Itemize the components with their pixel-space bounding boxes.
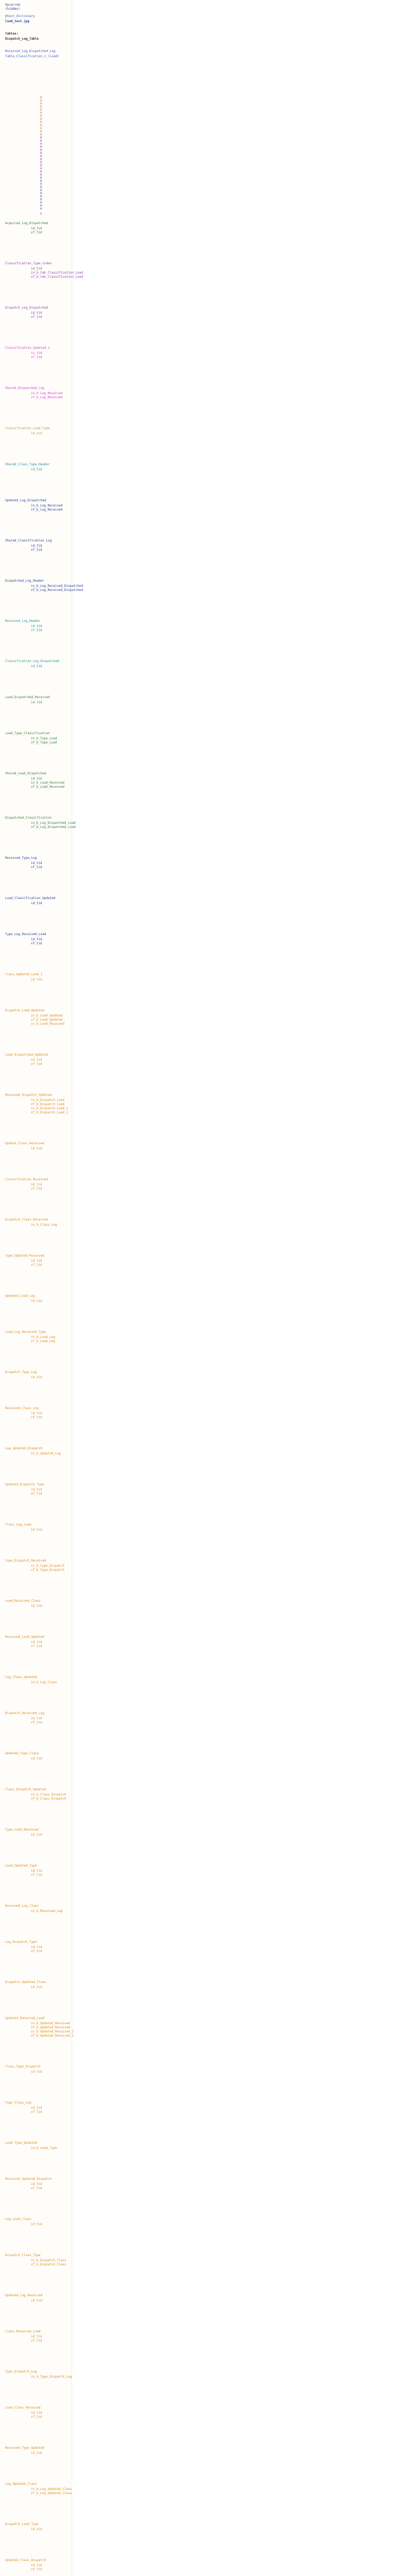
section-field: xf_tid <box>31 1263 42 1267</box>
hash-marker: H <box>40 179 42 183</box>
section-field: xf_tid <box>31 1187 42 1191</box>
hash-marker: H <box>40 176 42 180</box>
section-field: id_tid <box>31 1640 42 1644</box>
section-field: id_tid <box>31 624 42 628</box>
section-title: Load_Classification_Updated <box>5 896 56 900</box>
section-field: xf_b_Log_Dispatched_Load <box>31 825 76 829</box>
section-field: in_b_Log_Received_Dispatched <box>31 584 83 588</box>
section-field: in_b_Class_Log <box>31 1223 57 1227</box>
section-field: xf_tid <box>31 1950 42 1953</box>
section-title: Received_Log_Class <box>5 1904 39 1908</box>
hash-marker: H <box>40 148 42 152</box>
section-title: Load_Received_Class <box>5 1599 41 1603</box>
section-title: Classification_Load_Type <box>5 427 50 430</box>
section-field: in_b_Type_Dispatch_Log <box>31 2375 72 2379</box>
section-title: Type_Dispatch_Received <box>5 1559 46 1563</box>
hash-marker: H <box>40 124 42 127</box>
hash-marker: H <box>40 198 42 201</box>
section-title: Dispatched_Log_Header <box>5 579 44 583</box>
section-title: Shared_Load_Dispatched <box>5 772 46 775</box>
section-field: xf_b_Load_Received <box>31 785 65 789</box>
section-title: Type_Updated_Received <box>5 1254 44 1258</box>
section-field: id_tid <box>31 1488 42 1492</box>
section-title: Log_Dispatch_Type <box>5 1940 37 1944</box>
section-field: xf_tid <box>31 1416 42 1419</box>
section-title: Acquired_Log_Dispatched <box>5 222 48 225</box>
section-field: xf_tid <box>31 629 42 632</box>
section-field: in_b_Dispatch_Load <box>31 1098 65 1102</box>
section-title: Dispatch_Load_Type <box>5 2522 39 2526</box>
section-title: Type_Log_Received_Load <box>5 933 46 936</box>
section-field: xf_tid <box>31 2339 42 2343</box>
section-field: xf_tid <box>31 2187 42 2190</box>
section-field: id_tid <box>31 2528 42 2531</box>
section-field: id_tid <box>31 432 42 435</box>
section-title: Type_Class_Log <box>5 2101 31 2105</box>
section-title: Updated_Class_Dispatch <box>5 2558 46 2562</box>
section-field: id_tid <box>31 1757 42 1760</box>
section-field: id_tid <box>31 1717 42 1720</box>
section-title: Received_Type_Updated <box>5 2446 44 2450</box>
hash-marker: H <box>40 111 42 115</box>
section-title: Updated_Dispatch_Type <box>5 1483 44 1486</box>
section-title: Received_Updated_Dispatch <box>5 2177 52 2181</box>
section-title: Log_Updated_Class <box>5 2482 37 2486</box>
section-field: id_tid <box>31 2335 42 2338</box>
hash-marker: H <box>40 192 42 195</box>
section-field: xf_tid <box>31 231 42 234</box>
section-field: id_tid <box>31 2451 42 2455</box>
section-field: xf_b_Type_Dispatch <box>31 1568 65 1572</box>
section-field: id_tid <box>31 1528 42 1532</box>
section-title: Updated_Type_Class <box>5 1752 39 1755</box>
hash-marker: H <box>40 136 42 140</box>
hash-marker: H <box>40 195 42 198</box>
section-field: id_tid <box>31 1299 42 1303</box>
hash-marker: H <box>40 139 42 143</box>
section-field: id_tid <box>31 1869 42 1873</box>
section-field: id_tid <box>31 2411 42 2415</box>
section-field: xf_b_Type_Load <box>31 741 57 744</box>
section-title: Log_Load_Class <box>5 2217 31 2221</box>
section-title: Received_Dispatch_Updated <box>5 1093 52 1097</box>
section-field: xf_tid <box>31 1645 42 1648</box>
section-field: xf_tid <box>31 2415 42 2419</box>
section-title: Dispatched_Classification <box>5 816 52 820</box>
section-title: Class_Dispatch_Updated <box>5 1788 46 1791</box>
section-title: Classification_Updated_1 <box>5 346 50 350</box>
section-field: id_tid <box>31 2070 42 2074</box>
hash-marker: H <box>40 121 42 124</box>
section-field: in_b_Log_Class <box>31 1681 57 1684</box>
hash-marker: H <box>40 130 42 133</box>
section-title: Load_Dispatched_Received <box>5 696 50 699</box>
section-field: xf_tid <box>31 548 42 552</box>
header-line-8: Table_Classification_1_(Load) <box>5 55 59 58</box>
section-field: in_b_Log_Dispatched_Load <box>31 821 76 825</box>
section-field: in_b_Updated_Log <box>31 1452 61 1455</box>
section-title: Updated_Load_Log <box>5 1294 35 1298</box>
hash-marker: H <box>40 151 42 155</box>
hash-marker: H <box>40 127 42 130</box>
hash-marker: H <box>40 201 42 205</box>
section-title: Load_Log_Received_Type <box>5 1330 46 1334</box>
section-title: Received_Class_Log <box>5 1406 39 1410</box>
section-field: in_b_Log_Received <box>31 392 63 395</box>
section-title: Updated_Log_Received <box>5 2294 43 2297</box>
section-field: xf_b_Class_Dispatch <box>31 1797 66 1801</box>
section-field: in_b_tab_Classification_Load <box>31 271 83 275</box>
hash-marker: H <box>40 96 42 99</box>
hash-marker: H <box>40 161 42 164</box>
section-title: Log_Class_Updated <box>5 1675 37 1679</box>
section-field: xf_b_Log_Received <box>31 396 63 399</box>
section-field: id_tid <box>31 1147 42 1150</box>
section-title: Received_Load_Updated <box>5 1635 44 1639</box>
section-field: xf_b_tab_Classification_Load <box>31 275 83 279</box>
section-field: xf_b_Dispatch_Load <box>31 1103 65 1106</box>
section-field: id_tid <box>31 1833 42 1837</box>
section-field: id_tid <box>31 468 42 471</box>
section-title: Shared_Dispatched_Log <box>5 386 44 390</box>
header-line-5: Tables: <box>5 32 19 36</box>
section-title: Load_Updated_Type <box>5 1864 37 1868</box>
section-field: id_tid <box>31 902 42 905</box>
section-field: xf_tid <box>31 1062 42 1066</box>
section-title: Shared_Classification_Log <box>5 539 52 543</box>
hash-marker: H <box>40 155 42 158</box>
section-title: Type_Dispatch_Log <box>5 2370 37 2374</box>
section-field: xf_b_Log_Received_Dispatched <box>31 588 83 592</box>
hash-marker: H <box>40 114 42 118</box>
section-title: Shared_Class_Type_Header <box>5 463 50 466</box>
hash-marker: H <box>40 105 42 109</box>
section-title: Class_Log_Load <box>5 1523 31 1527</box>
hash-marker: H <box>40 173 42 177</box>
section-title: Dispatch_Load_Updated <box>5 1009 44 1012</box>
section-field: id_tid <box>31 665 42 668</box>
hash-marker: H <box>40 133 42 137</box>
hash-marker: H <box>40 102 42 106</box>
section-title: Load_Dispatched_Updated <box>5 1053 48 1057</box>
hash-marker: H <box>40 167 42 171</box>
section-field: id_tid <box>31 2106 42 2110</box>
section-field: in_b_Load_Received <box>31 1022 65 1026</box>
hash-marker: H <box>40 204 42 208</box>
header-line-6: Dispatch_Log_Table <box>5 37 39 41</box>
section-field: xf_b_Log_Received <box>31 508 63 512</box>
section-field: xf_tid <box>31 1873 42 1877</box>
section-field: id_tid <box>31 2299 42 2302</box>
section-title: Dispatch_Class_Received <box>5 1218 48 1222</box>
section-title: Load_Type_Updated <box>5 2141 37 2145</box>
section-field: xf_tid <box>31 866 42 869</box>
section-field: id_tid <box>31 1604 42 1608</box>
hash-marker: H <box>40 185 42 189</box>
section-field: id_tid <box>31 1259 42 1263</box>
section-field: id_tid <box>31 1376 42 1379</box>
section-field: in_b_Load_Log <box>31 1335 55 1339</box>
section-field: id_tid <box>31 861 42 865</box>
hash-marker: H <box>40 170 42 174</box>
header-line-2: (hidden) <box>5 7 20 11</box>
section-field: xf_tid <box>31 1721 42 1724</box>
code-panel <box>0 0 83 2576</box>
section-title: Dispatch_Type_Log <box>5 1370 37 1374</box>
section-field: id_tid <box>31 2223 42 2226</box>
section-field: in_b_Updated_Received_2 <box>31 2030 74 2033</box>
hash-marker: H <box>40 99 42 103</box>
section-title: Updated_Log_Dispatched <box>5 499 46 502</box>
section-title: Classification_Log_Dispatched <box>5 659 59 663</box>
section-field: in_b_Dispatch_Load_2 <box>31 1107 68 1110</box>
section-field: id_tid <box>31 1945 42 1949</box>
section-field: in_b_Log_Updated_Class <box>31 2487 72 2491</box>
section-field: xf_tid <box>31 315 42 319</box>
section-field: in_b_Class_Dispatch <box>31 1793 66 1797</box>
hash-marker: H <box>40 117 42 121</box>
section-field: id_tid <box>31 978 42 981</box>
section-field: in_b_Load_Type <box>31 2146 57 2150</box>
section-field: in_b_Load_Received <box>31 781 65 785</box>
section-field: id_tid <box>31 311 42 315</box>
section-field: in_b_Load_Updated <box>31 1014 63 1018</box>
header-line-4: load_test.jpg <box>5 20 29 23</box>
section-field: id_tid <box>31 777 42 781</box>
section-field: in_b_Updated_Received <box>31 2022 70 2025</box>
section-title: Dispatch_Updated_Class <box>5 1980 46 1984</box>
section-title: Update_Class_Received <box>5 1142 44 1145</box>
section-title: Load_Class_Received <box>5 2406 41 2410</box>
section-field: in_b_Dispatch_Class <box>31 2259 66 2262</box>
section-title: Classification_Type_Codes <box>5 262 52 265</box>
section-field: id_tid <box>31 267 42 270</box>
section-title: Dispatch_Received_Log <box>5 1711 44 1715</box>
section-title: Received_Type_Log <box>5 856 37 860</box>
section-field: xf_b_Updated_Received <box>31 2026 70 2029</box>
section-field: id_tid <box>31 227 42 230</box>
section-field: xf_b_Dispatch_Load_2 <box>31 1111 68 1114</box>
header-line-3: @test_dictionary <box>5 14 35 18</box>
section-title: Updated_Received_Load <box>5 2016 44 2020</box>
section-field: xf_tid <box>31 1492 42 1496</box>
section-title: Class_Updated_Load_1 <box>5 973 43 976</box>
section-title: Received_Log_Header <box>5 619 41 623</box>
hash-marker: H <box>40 158 42 161</box>
section-field: xf_b_Updated_Received_2 <box>31 2034 74 2038</box>
hash-marker: H <box>40 182 42 186</box>
section-field: xf_tid <box>31 942 42 945</box>
section-title: Dispatch_Log_Dispatched <box>5 306 48 310</box>
section-field: id_tid <box>31 701 42 704</box>
section-field: in_b_Log_Received <box>31 504 63 507</box>
section-field: in_b_Received_Log <box>31 1909 63 1913</box>
hash-tail-marker: 0 <box>40 212 42 216</box>
section-field: xf_tid <box>31 2568 42 2571</box>
section-field: id_tid <box>31 544 42 548</box>
hash-marker: H <box>40 145 42 149</box>
section-field: in_b_Type_Load <box>31 737 57 740</box>
section-title: Dispatch_Class_Type <box>5 2253 41 2257</box>
hash-marker: H <box>40 142 42 146</box>
hash-marker: H <box>40 108 42 112</box>
section-field: id_tid <box>31 1058 42 1062</box>
section-field: xf_b_Load_Log <box>31 1340 55 1343</box>
hash-marker: H <box>40 207 42 211</box>
section-field: id_tid <box>31 1183 42 1187</box>
section-field: xf_b_Dispatch_Class <box>31 2263 66 2266</box>
hash-marker: H <box>40 189 42 192</box>
hash-marker: H <box>40 164 42 167</box>
section-field: id_tid <box>31 1412 42 1415</box>
section-field: id_tid <box>31 1986 42 1989</box>
section-title: Class_Received_Load <box>5 2330 41 2333</box>
section-title: Type_Load_Received <box>5 1828 39 1832</box>
section-field: id_tid <box>31 938 42 941</box>
section-field: xf_b_Log_Updated_Class <box>31 2492 72 2495</box>
section-field: xf_b_Load_Updated <box>31 1018 63 1022</box>
section-field: in_b_Type_Dispatch <box>31 1564 65 1568</box>
section-field: id_tid <box>31 2182 42 2186</box>
header-line-1: hpcarrom <box>5 3 20 7</box>
section-title: Log_Updated_Dispatch <box>5 1447 43 1450</box>
section-field: in_tid <box>31 351 42 355</box>
section-field: id_tid <box>31 2564 42 2567</box>
header-line-7: Received_Log_Dispatched_Log <box>5 49 56 53</box>
section-field: xf_tid <box>31 2110 42 2114</box>
section-title: Load_Type_Classification <box>5 732 50 735</box>
section-title: Class_Type_Dispatch <box>5 2065 41 2069</box>
section-field: xf_tid <box>31 355 42 359</box>
section-title: Classification_Received <box>5 1178 48 1181</box>
